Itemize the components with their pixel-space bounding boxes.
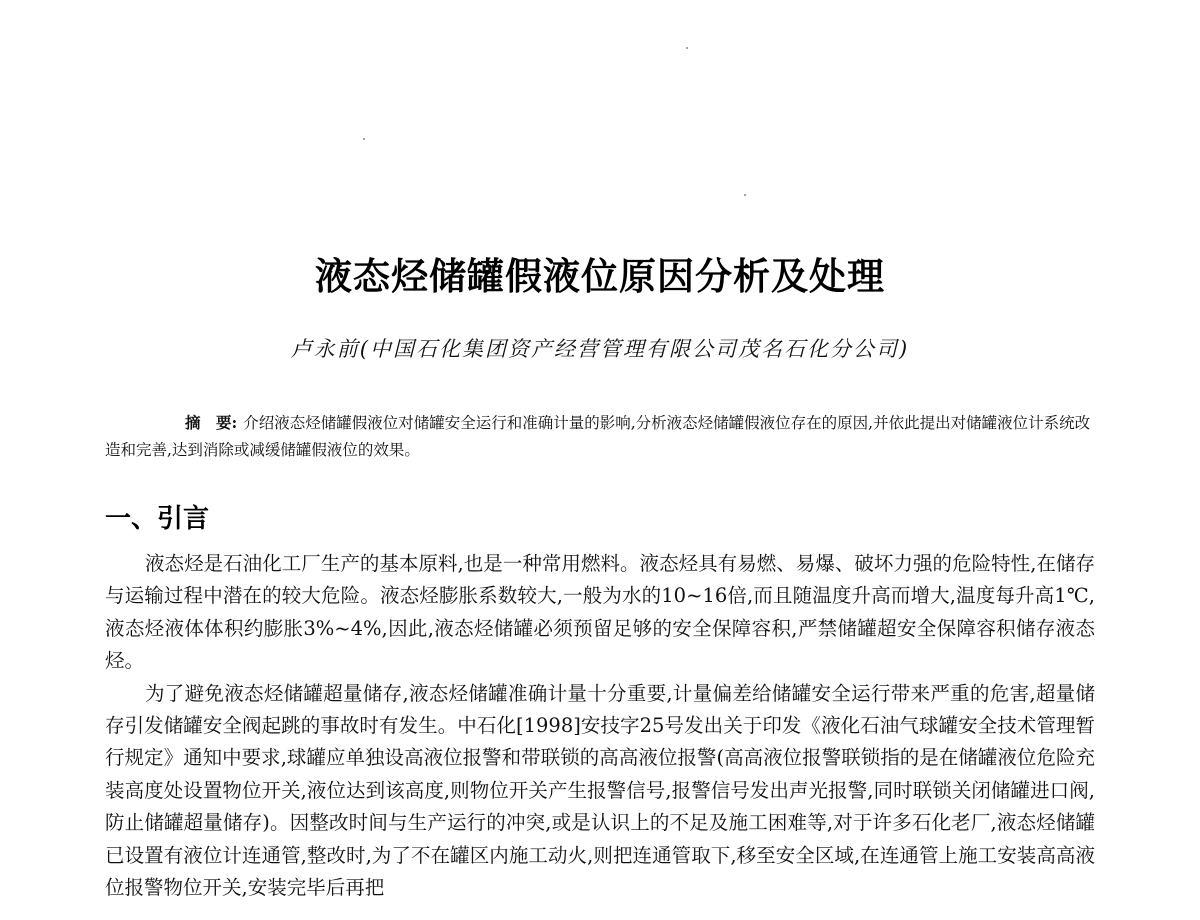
abstract — [105, 409, 1095, 464]
scan-speck — [363, 138, 365, 140]
body-text — [105, 548, 1095, 904]
scan-speck — [686, 47, 688, 49]
body-paragraph: 为了避免液态烃储罐超量储存,液态烃储罐准确计量十分重要,计量偏差给储罐安全运行带来严重的危害,超量储存引发储罐安全阀起跳的事故时有发生。中石化[1998]安技字25号发出关于印发《液化石油气球罐安全技术管理暂行规定》通知中要求,球罐应单独设高液位报警和带联锁的高高液位报警(高高液位报警联锁指的是在储罐液位危险充装高度处设置物位开关,液位达到该高度,则物位开关产生报警信号,报警信号发出声光报警,同时联锁关闭储罐进口阀,防止储罐超量储存)。因整改时间与生产运行的冲突,或是认识上的不足及施工困难等,对于许多石化老厂,液态烃储罐已设置有液位计连通管,整改时,为了不在罐区内施工动火,则把连通管取下,移至安全区域,在连通管上施工安装高高液位报警物位开关,安装完毕后再把 — [105, 681, 1095, 900]
section-heading: 一、引言 — [105, 504, 210, 534]
body-paragraph: 液态烃是石油化工厂生产的基本原料,也是一种常用燃料。液态烃具有易燃、易爆、破坏力强的危险特性,在储存与运输过程中潜在的较大危险。液态烃膨胀系数较大,一般为水的10~16倍,而且随温度升高而增大,温度每升高1℃,液态烃液体体积约膨胀3%~4%,因此,液态烃储罐必须预留足够的安全保障容积,严禁储罐超安全保障容积储存液态烃。 — [105, 552, 1095, 673]
paper-title: 液态烃储罐假液位原因分析及处理 — [315, 254, 885, 298]
scan-speck — [744, 194, 746, 196]
author-affiliation: 卢永前(中国石化集团资产经营管理有限公司茂名石化分公司) — [290, 337, 910, 361]
abstract-label: 摘 要: — [185, 413, 238, 432]
abstract-text: 介绍液态烃储罐假液位对储罐安全运行和准确计量的影响,分析液态烃储罐假液位存在的原因,并依此提出对储罐液位计系统改造和完善,达到消除或减缓储罐假液位的效果。 — [105, 414, 1091, 459]
